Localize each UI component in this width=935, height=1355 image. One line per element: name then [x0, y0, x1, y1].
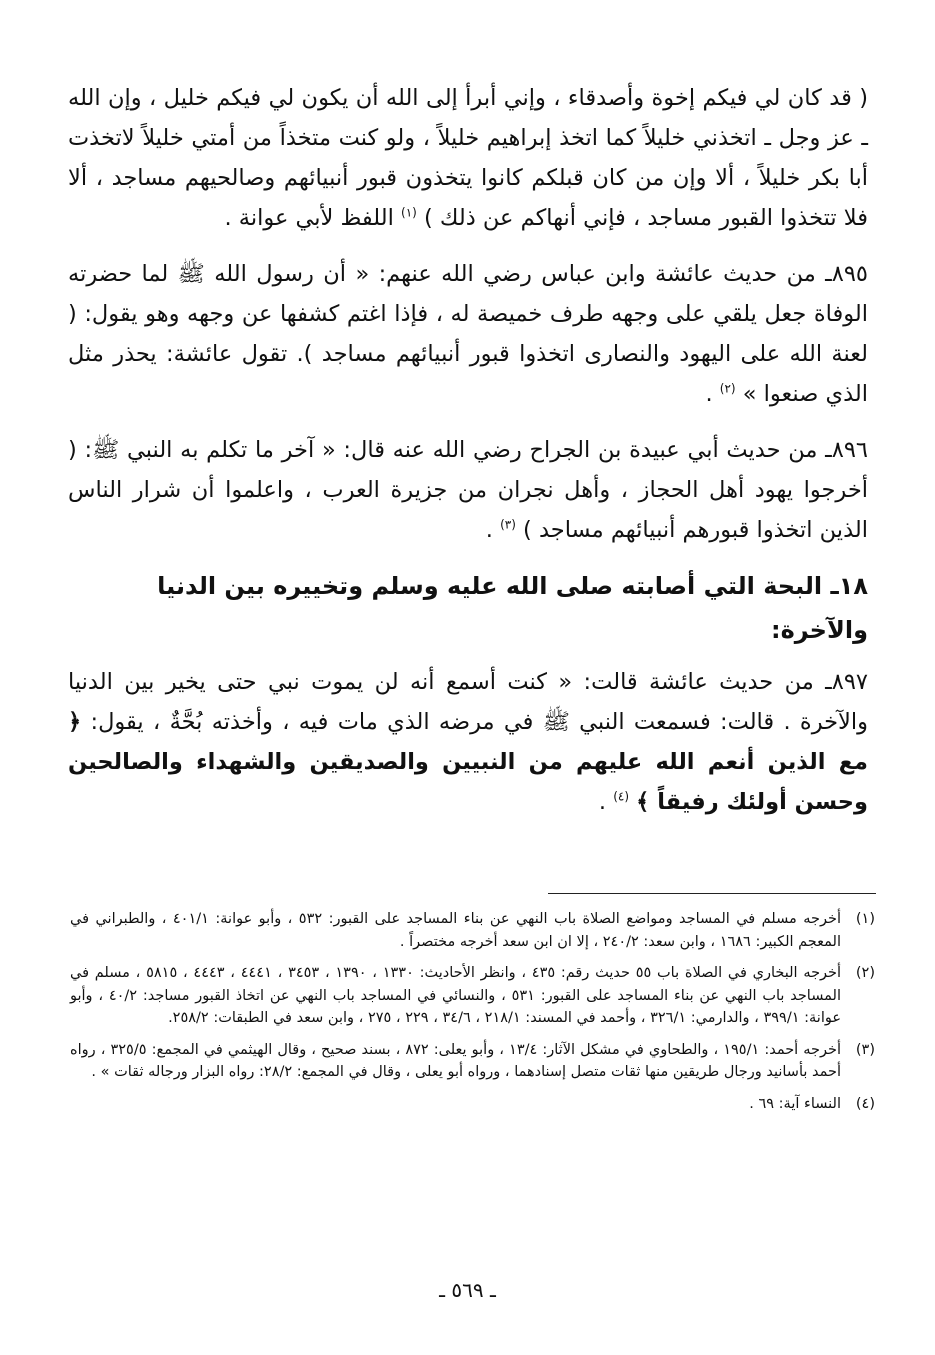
footnote-text: أخرجه البخاري في الصلاة باب ٥٥ حديث رقم: ٤٣٥ ، وانظر الأحاديث: ١٣٣٠ ، ١٣٩٠ ، ٣٤٥٣ ، ٤٤٤١ ، ٤٤٤٣ ، ٥٨١٥ ، مسلم في المساجد باب النهي عن بناء المساجد على القبور: ٥٣١ ، والنسائي في المساجد باب النهي عن اتخاذ القبور مساجد: ٤٠/٢ ، وأبو عوانة: ٣٩٩/١ ، والدارمي: ٣٢٦/١ ، وأحمد في المسند: ٢١٨/١ ، ٣٤/٦ ، ٢٢٩ ، ٢٧٥ ، وابن سعد في الطبقات: ٢٥٨/٢. [70, 965, 842, 1026]
paragraph-tail: . [598, 789, 607, 815]
footnote-text: أخرجه مسلم في المساجد ومواضع الصلاة باب النهي عن بناء المساجد على القبور: ٥٣٢ ، وأبو عوانة: ٤٠١/١ ، والطبراني في المعجم الكبير: ١٦٨٦ ، وابن سعد: ٢٤٠/٢ ، إلا ان ابن سعد أخرجه مختصراً . [70, 911, 841, 950]
quran-verse: ﴿ مع الذين أنعم الله عليهم من النبيين والصديقين والشهداء والصالحين وحسن أولئك رفيقاً ﴾ [68, 709, 868, 815]
footnote-number: (١) [855, 911, 875, 927]
paragraph-tail: . [705, 381, 713, 407]
footnote-ref: (٣) [500, 517, 516, 532]
paragraph-tail: اللفظ لأبي عوانة . [224, 205, 394, 231]
main-text [68, 78, 868, 822]
paragraph-text: ٨٩٦ـ من حديث أبي عبيدة بن الجراح رضي الله عنه قال: « آخر ما تكلم به النبي ﷺ: ( أخرجوا يهود أهل الحجاز ، وأهل نجران من جزيرة العرب ، واعلموا أن شرار الناس الذين اتخذوا قبورهم أنبيائهم مساجد ) [68, 437, 868, 543]
paragraph-text: ( قد كان لي فيكم إخوة وأصدقاء ، وإني أبرأ إلى الله أن يكون لي فيكم خليل ، وإن الله ـ عز وجل ـ اتخذني خليلاً كما اتخذ إبراهيم خليلاً ، ولو كنت متخذاً من أمتي خليلاً لاتخذت أبا بكر خليلاً ، ألا وإن من كان قبلكم كانوا يتخذون قبور أنبيائهم وصالحيهم مساجد ، ألا فلا تتخذوا القبور مساجد ، فإني أنهاكم عن ذلك ) [68, 85, 868, 231]
footnotes [70, 908, 875, 1124]
footnote-ref: (١) [401, 205, 417, 220]
footnote-text: أخرجه أحمد: ١٩٥/١ ، والطحاوي في مشكل الآثار: ١٣/٤ ، وأبو يعلى: ٨٧٢ ، بسند صحيح ، وقال الهيثمي في المجمع: ٣٢٥/٥ ، رواه أحمد بأسانيد ورجال طريقين منها ثقات متصل إسنادهما ، ورواه أبو يعلى ، وقال في المجمع: ٢٨/٢: رواه البزار ورجاله ثقات » . [70, 1041, 842, 1080]
section-heading: ١٨ـ البحة التي أصابته صلى الله عليه وسلم وتخييره بين الدنيا والآخرة: [157, 572, 868, 644]
footnote-text: النساء آية: ٦٩ . [749, 1095, 841, 1112]
paragraph-tail: . [485, 517, 493, 543]
hadith-paragraph [68, 78, 868, 238]
footnote-number: (٤) [855, 1095, 875, 1112]
page-number: ـ ٥٦٩ ـ [439, 1278, 496, 1302]
footnote [70, 908, 875, 953]
footnote [70, 962, 875, 1030]
hadith-paragraph [68, 254, 868, 414]
footnote-number: (٣) [855, 1041, 875, 1058]
footnote-divider [548, 893, 876, 894]
paragraph-text: ٨٩٥ـ من حديث عائشة وابن عباس رضي الله عنهم: « أن رسول الله ﷺ لما حضرته الوفاة جعل يلقي على وجهه طرف خميصة له ، فإذا اغتم كشفها عن وجهه وهو يقول: ( لعنة الله على اليهود والنصارى اتخذوا قبور أنبيائهم مساجد ). تقول عائشة: يحذر مثل الذي صنعوا » [68, 261, 868, 407]
paragraph-text: ٨٩٧ـ من حديث عائشة قالت: « كنت أسمع أنه لن يموت نبي حتى يخير بين الدنيا والآخرة . قالت: فسمعت النبي ﷺ في مرضه الذي مات فيه ، وأخذته بُحَّةٌ ، يقول: [68, 669, 868, 735]
footnote [70, 1039, 875, 1084]
footnote-number: (٢) [855, 965, 875, 981]
hadith-paragraph [68, 662, 868, 822]
footnote-ref: (٤) [613, 789, 630, 804]
footnote [70, 1093, 875, 1116]
footnote-ref: (٢) [719, 381, 736, 396]
hadith-paragraph [68, 430, 868, 550]
